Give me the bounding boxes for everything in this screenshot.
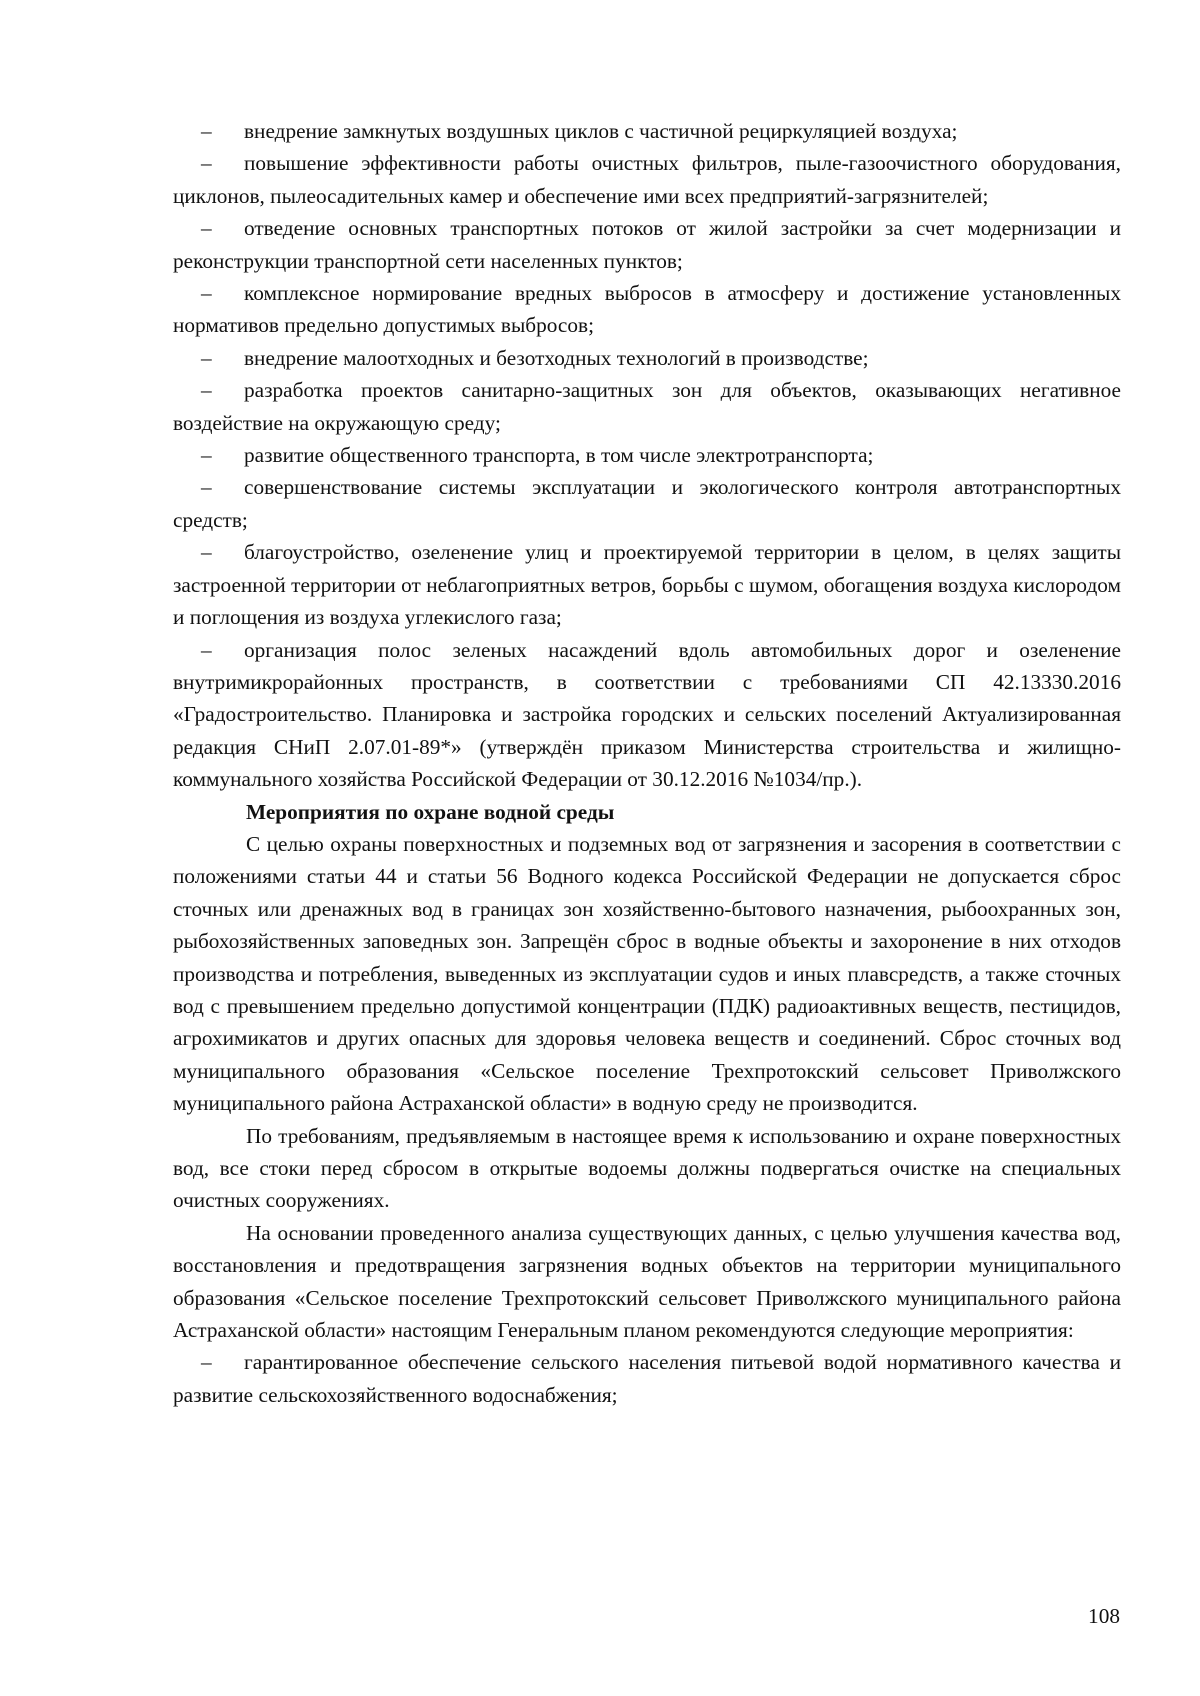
bullet-text: повышение эффективности работы очистных фильтров, пыле-газоочистного оборудования, циклонов, пылеосадительных камер и обеспечение ими всех предприятий-загрязнителей; bbox=[173, 151, 1121, 208]
bullet-text: внедрение замкнутых воздушных циклов с частичной рециркуляцией воздуха; bbox=[244, 119, 958, 143]
bullet-dash: – bbox=[201, 1350, 212, 1375]
bullet-dash: – bbox=[201, 119, 212, 143]
bullet-text: развитие общественного транспорта, в том числе электротранспорта; bbox=[244, 443, 874, 468]
bullet-item bbox=[173, 374, 1121, 439]
bullet-dash: – bbox=[201, 151, 212, 176]
bullet-text: гарантированное обеспечение сельского населения питьевой водой нормативного качества и развитие сельскохозяйственного водоснабжения; bbox=[173, 1350, 1121, 1407]
body-paragraph: По требованиям, предъявляемым в настоящее время к использованию и охране поверхностных вод, все стоки перед сбросом в открытые водоемы должны подвергаться очистке на специальных очистных сооружениях. bbox=[173, 1123, 1121, 1213]
bullet-item bbox=[173, 115, 1121, 147]
bullet-item bbox=[173, 1346, 1121, 1411]
bullet-item bbox=[173, 634, 1121, 796]
bullet-item bbox=[173, 277, 1121, 342]
bullet-dash: – bbox=[201, 443, 212, 468]
bullet-text: совершенствование системы эксплуатации и экологического контроля автотранспортных средств; bbox=[173, 475, 1121, 532]
bullet-item bbox=[173, 212, 1121, 277]
bullet-dash: – bbox=[201, 378, 212, 403]
page-number: 108 bbox=[1088, 1604, 1120, 1628]
bullet-item bbox=[173, 536, 1121, 633]
bullet-text: внедрение малоотходных и безотходных технологий в производстве; bbox=[244, 345, 869, 370]
bullet-text: благоустройство, озеленение улиц и проектируемой территории в целом, в целях защиты застроенной территории от неблагоприятных ветров, борьбы с шумом, обогащения воздуха кислородом и поглощения из воздуха углекислого газа; bbox=[173, 540, 1121, 630]
bullet-item bbox=[173, 147, 1121, 212]
bullet-dash: – bbox=[201, 540, 212, 565]
bullet-dash: – bbox=[201, 345, 212, 370]
bullet-item bbox=[173, 471, 1121, 536]
bullet-text: организация полос зеленых насаждений вдоль автомобильных дорог и озеленение внутримикрорайонных пространств, в соответствии с требованиями СП 42.13330.2016 «Градостроительство. Планировка и застройка городских и сельских поселений Актуализированная редакция СНиП 2.07.01-89*» (утверждён приказом Министерства строительства и жилищно-коммунального хозяйства Российской Федерации от 30.12.2016 №1034/пр.). bbox=[173, 637, 1121, 792]
bullet-text: разработка проектов санитарно-защитных зон для объектов, оказывающих негативное воздействие на окружающую среду; bbox=[173, 378, 1121, 435]
body-paragraph: С целью охраны поверхностных и подземных вод от загрязнения и засорения в соответствии с положениями статьи 44 и статьи 56 Водного кодекса Российской Федерации не допускается сброс сточных или дренажных вод в границах зон хозяйственно-бытового назначения, рыбоохранных зон, рыбохозяйственных заповедных зон. Запрещён сброс в водные объекты и захоронение в них отходов производства и потребления, выведенных из эксплуатации судов и иных плавсредств, а также сточных вод с превышением предельно допустимой концентрации (ПДК) радиоактивных веществ, пестицидов, агрохимикатов и других опасных для здоровья человека веществ и соединений. Сброс сточных вод муниципального образования «Сельское поселение Трехпротокский сельсовет Приволжского муниципального района Астраханской области» в водную среду не производится. bbox=[173, 831, 1121, 1116]
section-heading: Мероприятия по охране водной среды bbox=[246, 799, 615, 824]
document-body bbox=[173, 115, 1121, 1411]
body-paragraph: На основании проведенного анализа существующих данных, с целью улучшения качества вод, восстановления и предотвращения загрязнения водных объектов на территории муниципального образования «Сельское поселение Трехпротокский сельсовет Приволжского муниципального района Астраханской области» настоящим Генеральным планом рекомендуются следующие мероприятия: bbox=[173, 1220, 1121, 1343]
bullet-item bbox=[173, 342, 1121, 374]
bullet-dash: – bbox=[201, 637, 212, 662]
bullet-item bbox=[173, 439, 1121, 471]
bullet-dash: – bbox=[201, 281, 212, 306]
bullet-text: комплексное нормирование вредных выбросов в атмосферу и достижение установленных нормативов предельно допустимых выбросов; bbox=[173, 281, 1121, 338]
bullet-text: отведение основных транспортных потоков от жилой застройки за счет модернизации и реконструкции транспортной сети населенных пунктов; bbox=[173, 216, 1121, 273]
bullet-dash: – bbox=[201, 475, 212, 500]
bullet-dash: – bbox=[201, 216, 212, 241]
